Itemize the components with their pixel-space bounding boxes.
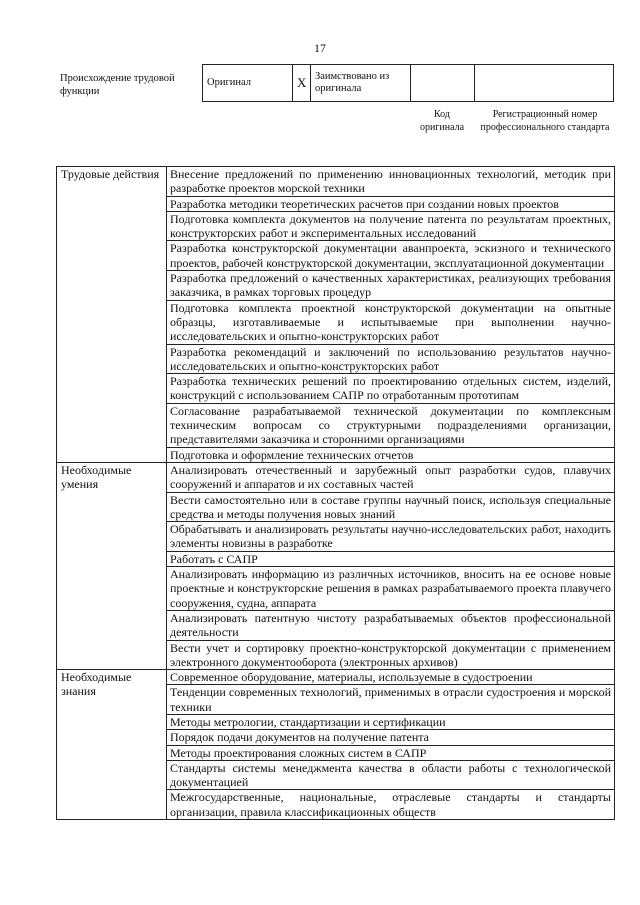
table-cell: Разработка предложений о качественных характеристиках, реализующих требования заказчика, в рамках торговых процедур xyxy=(167,271,615,301)
table-cell: Подготовка и оформление технических отчетов xyxy=(167,447,615,462)
table-cell: Современное оборудование, материалы, используемые в судостроении xyxy=(167,670,615,685)
table-cell: Обрабатывать и анализировать результаты научно-исследовательских работ, находить элементы новизны в разработке xyxy=(167,522,615,552)
page-number: 17 xyxy=(314,41,326,55)
table-cell: Вести самостоятельно или в составе группы научный поиск, используя специальные средства и методы получения новых знаний xyxy=(167,492,615,522)
table-cell: Подготовка комплекта проектной конструкторской документации на опытные образцы, изготавливаемые и испытываемые при выполнении научно-исследовательских и опытно-конструкторских работ xyxy=(167,300,615,344)
table-cell: Подготовка комплекта документов на получение патента по результатам проектных, конструкторских работ и экспериментальных исследований xyxy=(167,211,615,241)
function-table xyxy=(56,166,615,820)
table-cell: Согласование разрабатываемой технической документации по комплексным техническим вопросам со структурными подразделениями организации, представителями заказчика и сторонними организациями xyxy=(167,403,615,447)
section-heading: Трудовые действия xyxy=(57,167,167,463)
table-cell: Анализировать отечественный и зарубежный опыт разработки судов, плавучих сооружений и аппаратов и их составных частей xyxy=(167,462,615,492)
table-row xyxy=(57,670,615,685)
borrowed-label: Заимствовано из оригинала xyxy=(311,65,411,102)
reg-number-cell xyxy=(475,65,614,102)
table-row xyxy=(57,167,615,197)
table-row xyxy=(57,462,615,492)
table-cell: Методы метрологии, стандартизации и сертификации xyxy=(167,714,615,729)
table-cell: Разработка конструкторской документации аванпроекта, эскизного и технического проектов, рабочей конструкторской документации, эксплуатационной документации xyxy=(167,241,615,271)
table-cell: Внесение предложений по применению инновационных технологий, методик при разработке проектов морской техники xyxy=(167,167,615,197)
table-cell: Анализировать патентную чистоту разрабатываемых объектов профессиональной деятельности xyxy=(167,610,615,640)
original-mark: X xyxy=(293,65,311,102)
section-heading: Необходимые умения xyxy=(57,462,167,669)
table-cell: Работать с САПР xyxy=(167,551,615,566)
table-cell: Вести учет и сортировку проектно-конструкторской документации с применением электронного документооборота (электронных архивов) xyxy=(167,640,615,670)
origin-label: Происхождение трудовой функции xyxy=(60,73,175,97)
table-cell: Разработка технических решений по проектированию отдельных систем, изделий, конструкций с использованием САПР по отработанным прототипам xyxy=(167,374,615,404)
table-cell: Разработка методики теоретических расчетов при создании новых проектов xyxy=(167,196,615,211)
function-table-body xyxy=(57,167,615,820)
table-cell: Тенденции современных технологий, применимых в отрасли судостроения и морской техники xyxy=(167,685,615,715)
table-cell: Разработка рекомендаций и заключений по использованию результатов научно-исследовательских и опытно-конструкторских работ xyxy=(167,344,615,374)
origin-table xyxy=(202,64,614,102)
section-heading: Необходимые знания xyxy=(57,670,167,820)
original-label: Оригинал xyxy=(203,65,293,102)
table-cell: Межгосударственные, национальные, отраслевые стандарты и стандарты организации, правила классификационных обществ xyxy=(167,790,615,820)
code-cell xyxy=(411,65,475,102)
table-cell: Анализировать информацию из различных источников, вносить на ее основе новые проектные и конструкторские решения в рамках разрабатываемого проекта плавучего сооружения, судна, аппарата xyxy=(167,567,615,611)
code-caption: Код оригинала xyxy=(419,109,465,133)
table-cell: Стандарты системы менеджмента качества в области работы с технологической документацией xyxy=(167,760,615,790)
reg-number-caption: Регистрационный номер профессионального стандарта xyxy=(480,109,610,133)
table-cell: Порядок подачи документов на получение патента xyxy=(167,730,615,745)
table-cell: Методы проектирования сложных систем в САПР xyxy=(167,745,615,760)
